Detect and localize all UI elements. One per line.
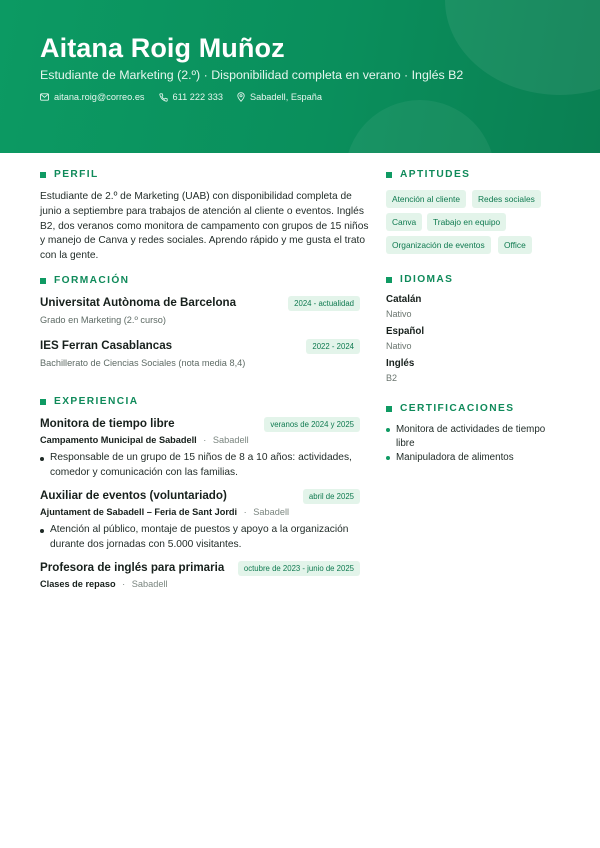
section-marker-icon	[40, 399, 46, 405]
education-subtitle: Grado en Marketing (2.º curso)	[40, 315, 166, 325]
certification-line: Monitora de actividades de tiempo	[396, 424, 546, 435]
bullet-line: comedor y comunicación con las familias.	[50, 466, 238, 478]
section-title-experiencia	[40, 396, 138, 407]
email-text: aitana.roig@correo.es	[54, 92, 145, 102]
section-marker-icon	[386, 406, 392, 412]
language-level: Nativo	[386, 341, 412, 351]
location-pin-icon	[237, 92, 245, 102]
education-date-badge: 2024 - actualidad	[288, 296, 360, 311]
section-marker-icon	[386, 277, 392, 283]
separator-dot: ·	[243, 507, 247, 517]
profile-line: Estudiante de 2.º de Marketing (UAB) con disponibilidad completa de	[40, 191, 352, 202]
header-banner	[0, 0, 600, 153]
section-title-text: IDIOMAS	[400, 274, 454, 285]
section-title-text: APTITUDES	[400, 169, 471, 180]
skill-chip: Office	[498, 236, 532, 254]
contact-location	[237, 92, 322, 102]
job-bullet	[40, 451, 370, 481]
candidate-name: Aitana Roig Muñoz	[40, 33, 285, 63]
certification-item	[386, 451, 566, 465]
profile-line: y manejo de Canva y redes sociales. Aprendo rápido y me gusta el trato	[40, 235, 366, 247]
section-marker-icon	[40, 278, 46, 284]
bullet-line: Responsable de un grupo de 15 niños de 8 a 10 años: actividades,	[50, 452, 352, 463]
language-name: Español	[386, 326, 425, 337]
section-title-formacion	[40, 275, 129, 286]
profile-summary	[40, 190, 370, 264]
job-organization	[40, 579, 168, 589]
candidate-subtitle: Estudiante de Marketing (2.º) · Disponibilidad completa en verano · Inglés B2	[40, 68, 464, 82]
profile-line: junio a septiembre para trabajos de atención al cliente o eventos. Inglés	[40, 205, 364, 217]
contact-email[interactable]	[40, 92, 145, 102]
section-title-text: EXPERIENCIA	[54, 396, 139, 407]
section-title-certificaciones	[386, 403, 514, 414]
section-title-aptitudes	[386, 169, 470, 180]
skill-chip: Trabajo en equipo	[427, 213, 506, 231]
certification-line: libre	[396, 438, 415, 449]
separator-dot: ·	[203, 435, 207, 445]
skill-chip: Atención al cliente	[386, 190, 466, 208]
job-title: Auxiliar de eventos (voluntariado)	[40, 489, 227, 502]
job-location: Sabadell	[212, 435, 249, 445]
section-marker-icon	[40, 172, 46, 178]
job-location: Sabadell	[253, 507, 290, 517]
language-level: B2	[386, 373, 398, 383]
job-date-badge: abril de 2025	[303, 489, 360, 504]
skill-chip: Canva	[386, 213, 422, 231]
education-title: IES Ferran Casablancas	[40, 339, 173, 352]
separator-dot: ·	[122, 579, 126, 589]
decorative-circle	[345, 100, 495, 153]
location-text: Sabadell, España	[249, 92, 322, 102]
organization-name: Campamento Municipal de Sabadell	[40, 435, 197, 445]
certification-line: Manipuladora de alimentos	[396, 452, 514, 463]
job-bullet	[40, 523, 370, 553]
contact-row	[40, 92, 336, 102]
job-location: Sabadell	[131, 579, 168, 589]
skill-chip: Redes sociales	[472, 190, 541, 208]
job-organization	[40, 507, 289, 517]
profile-line: B2, dos veranos como monitora de campamento con grupos de 15 niños	[40, 220, 369, 232]
organization-name: Clases de repaso	[40, 579, 116, 589]
language-level: Nativo	[386, 309, 412, 319]
phone-text: 611 222 333	[172, 92, 223, 102]
decorative-circle	[445, 0, 600, 95]
job-date-badge: octubre de 2023 - junio de 2025	[238, 561, 360, 576]
education-date-badge: 2022 - 2024	[306, 339, 360, 354]
education-title: Universitat Autònoma de Barcelona	[40, 296, 237, 309]
section-title-text: FORMACIÓN	[54, 275, 130, 286]
language-name: Inglés	[386, 358, 415, 369]
organization-name: Ajuntament de Sabadell – Feria de Sant Jordi	[40, 507, 238, 517]
mail-icon	[40, 93, 49, 101]
profile-line: con la gente.	[40, 250, 99, 262]
language-name: Catalán	[386, 294, 422, 305]
job-organization	[40, 435, 249, 445]
section-marker-icon	[386, 172, 392, 178]
certification-item	[386, 423, 566, 451]
skill-chip: Organización de eventos	[386, 236, 491, 254]
job-title: Monitora de tiempo libre	[40, 417, 175, 430]
bullet-line: Atención al público, montaje de puestos y apoyo a la organización	[50, 524, 349, 535]
section-title-text: PERFIL	[54, 169, 99, 180]
section-title-idiomas	[386, 274, 453, 285]
phone-icon	[159, 93, 168, 102]
section-title-perfil	[40, 169, 99, 180]
contact-phone[interactable]	[159, 92, 223, 102]
section-title-text: CERTIFICACIONES	[400, 403, 515, 414]
job-date-badge: veranos de 2024 y 2025	[264, 417, 360, 432]
bullet-line: durante dos jornadas con 5.000 visitantes.	[50, 538, 242, 550]
education-subtitle: Bachillerato de Ciencias Sociales (nota media 8,4)	[40, 358, 246, 368]
job-title: Profesora de inglés para primaria	[40, 561, 225, 574]
